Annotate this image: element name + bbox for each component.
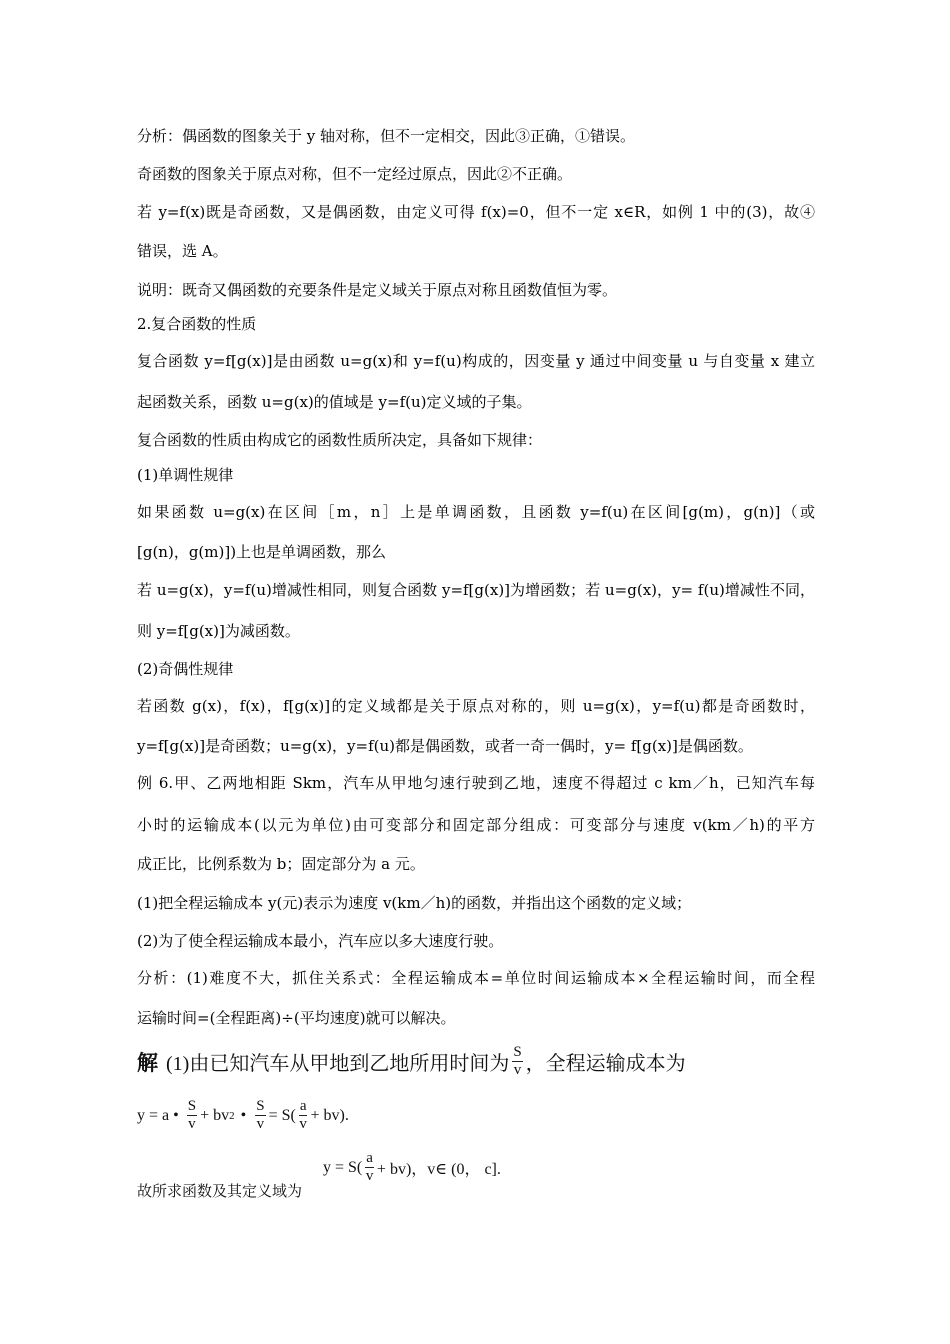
- fraction-s-over-v: $\frac{S}{v}$: [256, 1098, 265, 1132]
- solution-text-tail: ，全程运输成本为: [525, 1053, 686, 1075]
- paragraph-line: 成正比，比例系数为 b；固定部分为 a 元。: [137, 855, 425, 873]
- fraction-a-over-v: $\frac{a}{v}$: [365, 1150, 374, 1184]
- paragraph-line: 奇函数的图象关于原点对称，但不一定经过原点，因此②不正确。: [137, 165, 573, 183]
- subsection-heading: (1)单调性规律: [137, 466, 234, 484]
- fraction-a-over-v: $\frac{a}{v}$: [299, 1098, 307, 1132]
- solution-label: 解: [137, 1050, 158, 1075]
- paragraph-line: [g(n)，g(m)])上也是单调函数，那么: [137, 543, 387, 561]
- paragraph-line: 若函数 g(x)，f(x)，f[g(x)]的定义域都是关于原点对称的，则 u=g(x)，y=f(u)都是奇函数时，: [137, 697, 815, 715]
- domain-equation: y = S( $\frac{a}{v}$ + bv)，v∈ (0， c].: [323, 1150, 501, 1184]
- paragraph-line: 若 y=f(x)既是奇函数，又是偶函数，由定义可得 f(x)=0，但不一定 x∈R，如例 1 中的(3)，故④: [137, 203, 815, 221]
- conclusion-text: 故所求函数及其定义域为: [137, 1184, 303, 1200]
- paragraph-line: 起函数关系，函数 u=g(x)的值域是 y=f(u)定义域的子集。: [137, 393, 532, 411]
- fraction-s-over-v: $\frac{S}{v}$: [513, 1044, 522, 1078]
- solution-line-1: [137, 1044, 686, 1079]
- section-heading: 2.复合函数的性质: [137, 315, 257, 333]
- paragraph-line: (1)把全程运输成本 y(元)表示为速度 v(km／h)的函数，并指出这个函数的定义域；: [137, 894, 692, 912]
- paragraph-line: 说明：既奇又偶函数的充要条件是定义域关于原点对称且函数值恒为零。: [137, 281, 618, 299]
- cost-equation: y = a • $\frac{S}{v}$ + bv 2 • $\frac{S}{v}$ = S( $\frac{a}{v}$ + bv).: [137, 1098, 349, 1132]
- fraction-s-over-v: $\frac{S}{v}$: [187, 1098, 197, 1132]
- paragraph-line: 若 u=g(x)，y=f(u)增减性相同，则复合函数 y=f[g(x)]为增函数；若 u=g(x)，y= f(u)增减性不同，: [137, 581, 815, 599]
- paragraph-line: 如果函数 u=g(x)在区间［m，n］上是单调函数，且函数 y=f(u)在区间[g(m)，g(n)]（或: [137, 503, 815, 521]
- solution-text: (1)由已知汽车从甲地到乙地所用时间为: [166, 1053, 510, 1075]
- paragraph-line: y=f[g(x)]是奇函数；u=g(x)，y=f(u)都是偶函数，或者一奇一偶时，y= f[g(x)]是偶函数。: [137, 737, 753, 755]
- paragraph-line: 则 y=f[g(x)]为减函数。: [137, 622, 300, 640]
- paragraph-line: 运输时间=(全程距离)÷(平均速度)就可以解决。: [137, 1009, 456, 1027]
- paragraph-line: 分析：(1)难度不大，抓住关系式：全程运输成本=单位时间运输成本×全程运输时间，而全程: [137, 969, 815, 987]
- paragraph-line: 复合函数的性质由构成它的函数性质所决定，具备如下规律：: [137, 431, 543, 449]
- paragraph-line: (2)为了使全程运输成本最小，汽车应以多大速度行驶。: [137, 932, 504, 950]
- subsection-heading: (2)奇偶性规律: [137, 660, 234, 678]
- paragraph-line: 错误，选 A。: [137, 242, 228, 260]
- paragraph-line: 复合函数 y=f[g(x)]是由函数 u=g(x)和 y=f(u)构成的，因变量 y 通过中间变量 u 与自变量 x 建立: [137, 352, 815, 370]
- paragraph-line: 例 6.甲、乙两地相距 Skm，汽车从甲地匀速行驶到乙地，速度不得超过 c km／h，已知汽车每: [137, 774, 815, 792]
- paragraph-line: 小时的运输成本(以元为单位)由可变部分和固定部分组成：可变部分与速度 v(km／h)的平方: [137, 816, 815, 834]
- paragraph-line: 分析：偶函数的图象关于 y 轴对称，但不一定相交，因此③正确，①错误。: [137, 127, 636, 145]
